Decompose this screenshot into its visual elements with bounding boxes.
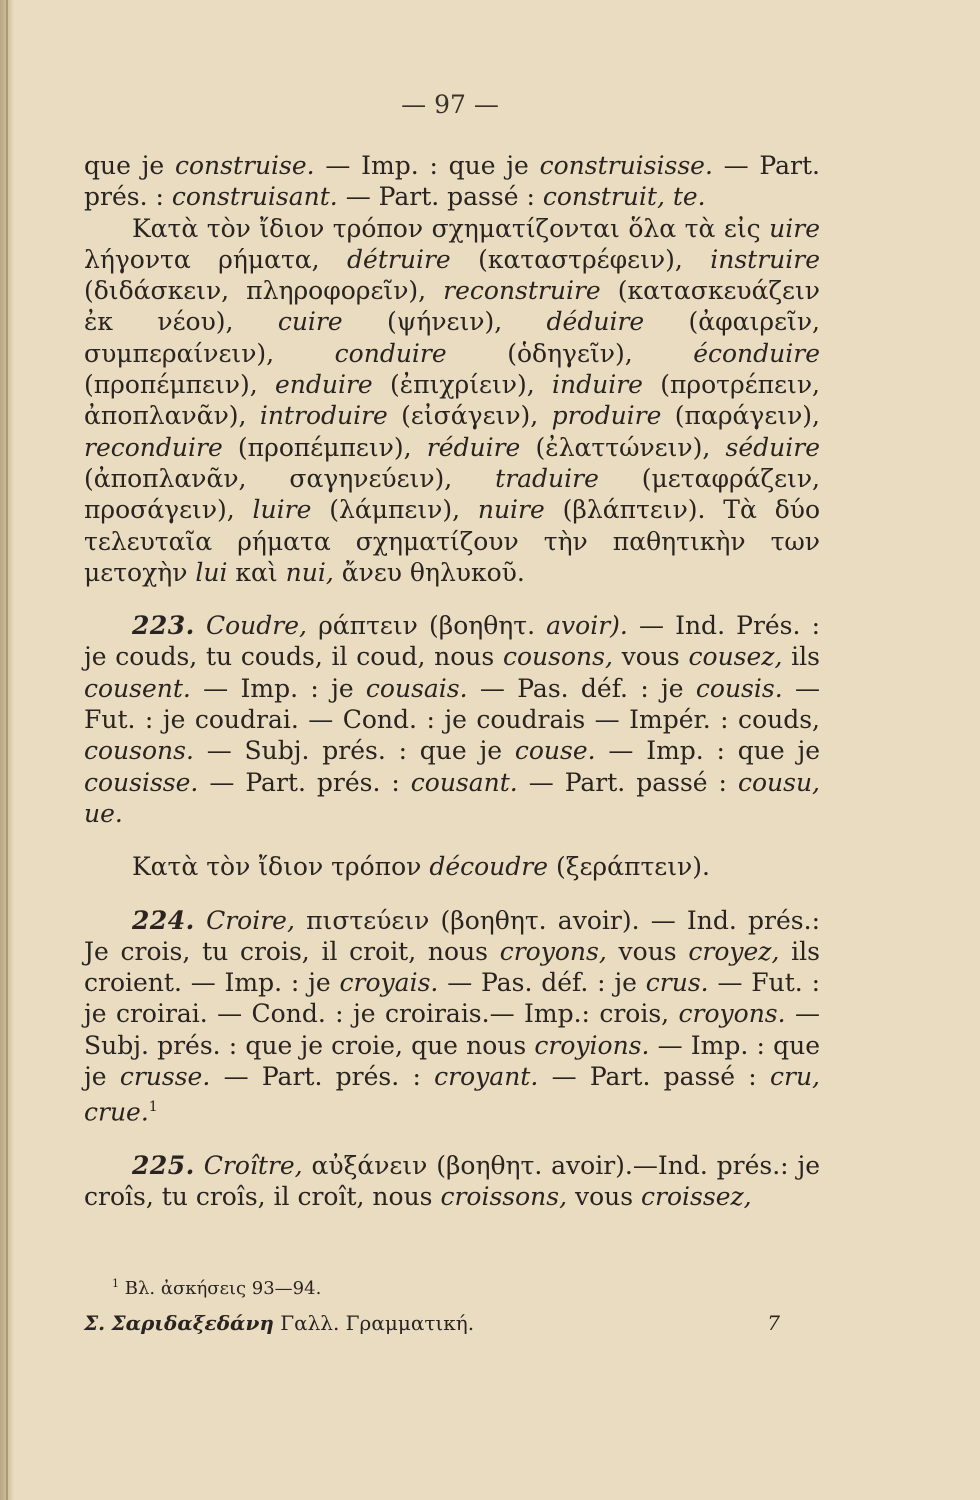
paragraph-p-223-coudre [84,610,820,829]
french-term: Coudre, [206,611,307,641]
french-term: cousons, [502,642,613,672]
footnote-text: Βλ. ἀσκήσεις 93—94. [124,1278,322,1299]
french-term: cousons. [84,736,194,766]
text-run: — Subj. prés. : que je [193,736,515,766]
french-term: cousant. [410,767,518,797]
french-term: cuire [277,307,343,337]
text-run: αὐξάνειν (βοηθητ. avoir).—Ind. prés.: je croîs, tu croîs, il croît, nous [84,1150,820,1212]
french-term: cousez, [688,642,783,672]
french-term: produire [551,401,662,431]
text-run [195,611,206,640]
french-term: induire [552,370,643,400]
french-term: cru, crue. [84,1062,820,1127]
text-run: vous [567,1182,642,1212]
french-term: croyais. [339,968,439,998]
text-run: (προπέμπειν), [222,432,427,462]
text-run: — Part. prés. : [198,767,411,797]
text-run: — Ind. Prés. : je couds, tu couds, il coud, nous [84,611,820,672]
french-term: croyant. [434,1062,539,1092]
section-number: 224. [132,905,195,935]
french-term: reconduire [84,432,223,462]
text-run: Κατὰ τὸν ἴδιον τρόπον σχηματίζονται ὅλα τὰ εἰς [132,213,770,243]
signature-author: Σαριδαξεδάνη [111,1311,274,1335]
section-number: 225. [132,1150,195,1180]
french-term: croyez, [688,936,780,966]
french-term: luire [252,495,312,525]
french-term: éconduire [693,338,820,368]
french-term: instruire [710,244,820,274]
text-run: — Imp. : que je [595,736,820,766]
footnote [112,1272,820,1301]
paragraph-p-decoudre [84,851,820,882]
text-run: (καταστρέφειν), [450,244,711,274]
page-number: — 97 — [401,90,499,119]
french-term: conduire [334,338,447,368]
body-text [84,150,820,1213]
french-term: traduire [495,463,599,493]
french-term: croyons. [678,999,786,1029]
text-run: — Imp. : je [190,673,366,703]
text-run: — Fut. : je coudrai. — Cond. : je coudrais — Impér. : couds, [84,673,820,735]
text-run: que je [84,151,175,180]
footnotes [84,1272,820,1335]
text-run: (εἰσάγειν), [387,401,552,431]
french-term: Croire, [206,905,295,935]
text-run: — Part. passé : [337,182,543,212]
text-run: — Fut. : je croirai. — Cond. : je croirais.— Imp.: crois, [84,968,820,1029]
text-run: (προπέμπειν), [84,370,275,400]
signature-sheet-number: 7 [767,1311,780,1335]
french-term: découdre [429,852,549,882]
french-term: croissez, [641,1182,752,1212]
french-term: détruire [347,244,451,274]
text-run: — Pas. déf. : je [438,968,646,998]
page-binding-line [6,0,8,1500]
french-term: cousis. [695,673,783,703]
text-run: — Imp. : que je [84,1030,820,1092]
french-term: nui, [285,557,334,587]
text-run: (ἀφαιρεῖν, συμπεραίνειν), [84,307,820,368]
text-run: ράπτειν (βοηθητ. [306,611,547,641]
french-term: construisant. [171,182,338,212]
sheet-signature [84,1311,820,1335]
french-term: Croître, [203,1150,303,1180]
text-run: vous [606,936,689,966]
french-term: déduire [546,307,645,337]
french-term: cousais. [365,673,468,703]
french-term: séduire [725,432,820,462]
french-term: enduire [274,370,373,400]
text-run: (λάμπειν), [311,495,478,525]
text-run: (βλάπτειν). Τὰ δύο τελευταῖα ρήματα σχηματίζουν τὴν παθητικὴν των μετοχὴν [84,495,820,587]
text-run: (ἀποπλανᾶν, σαγηνεύειν), [84,463,496,493]
french-term: crusse. [119,1062,211,1092]
french-term: cousu, ue. [84,767,820,828]
french-term: construise. [174,151,315,180]
french-term: couse. [514,736,596,766]
french-term: croissons, [440,1182,568,1212]
french-term: cousisse. [84,767,199,797]
text-run: (ψήνειν), [342,307,547,337]
text-run: — Subj. prés. : que je croie, que nous [84,999,820,1060]
french-term: croyions. [534,1030,650,1060]
section-number: 223. [132,611,195,641]
text-run: (κατασκευάζειν ἐκ νέου), [84,276,820,337]
french-term: cousent. [84,673,191,703]
french-term: uire [769,213,820,243]
text-run: (ἐλαττώνειν), [520,432,726,462]
text-run: (μεταφράζειν, προσάγειν), [84,463,820,525]
french-term: crus. [645,968,709,998]
paragraph-p-225-croitre [84,1150,820,1213]
text-run: ils [782,642,820,672]
text-run [195,906,206,935]
text-run: λήγοντα ρήματα, [84,244,348,274]
french-term: avoir). [546,611,628,641]
french-term: introduire [259,401,388,431]
signature-title: Γαλλ. Γραμματική. [280,1311,475,1335]
text-run: — Part. passé : [517,767,738,797]
signature-letter: Σ. [84,1311,106,1335]
text-run: πιστεύειν (βοηθητ. avoir). — Ind. prés.: Je crois, tu crois, il croit, nous [84,905,820,966]
paragraph-p-construire-end [84,150,820,213]
text-run: (ὁδηγεῖν), [446,338,694,368]
french-term: reconstruire [443,276,601,306]
french-term: lui [195,557,228,587]
text-run: vous [612,642,689,672]
text-run: καὶ [227,557,286,587]
text-run: — Pas. déf. : je [467,673,696,703]
paragraph-p-224-croire [84,905,820,1128]
text-run: — Part. prés. : [84,151,820,212]
text-run: (διδάσκειν, πληροφορεῖν), [84,276,444,306]
text-run: (προτρέπειν, ἀποπλανᾶν), [84,370,820,431]
french-term: croyons, [499,936,607,966]
french-term: réduire [426,432,521,462]
footnote-marker: 1 [112,1277,119,1290]
text-run: — Part. prés. : [210,1062,435,1092]
text-run: — Imp. : que je [314,151,540,180]
text-run [195,1151,204,1180]
text-run: Κατὰ τὸν ἴδιον τρόπον [132,852,430,882]
french-term: construisisse. [539,151,713,180]
text-run: (ἐπιχρίειν), [372,370,552,400]
text-run: ils croient. — Imp. : je [84,936,820,998]
french-term: nuire [477,495,545,525]
footnote-ref: 1 [148,1099,158,1116]
paragraph-p-uire-verbs [84,213,820,589]
text-run: (παράγειν), [661,401,820,431]
text-run: — Part. passé : [538,1062,770,1092]
text-run: ἄνευ θηλυκοῦ. [333,557,525,587]
french-term: construit, te. [542,182,706,212]
text-run: (ξεράπτειν). [548,852,710,882]
